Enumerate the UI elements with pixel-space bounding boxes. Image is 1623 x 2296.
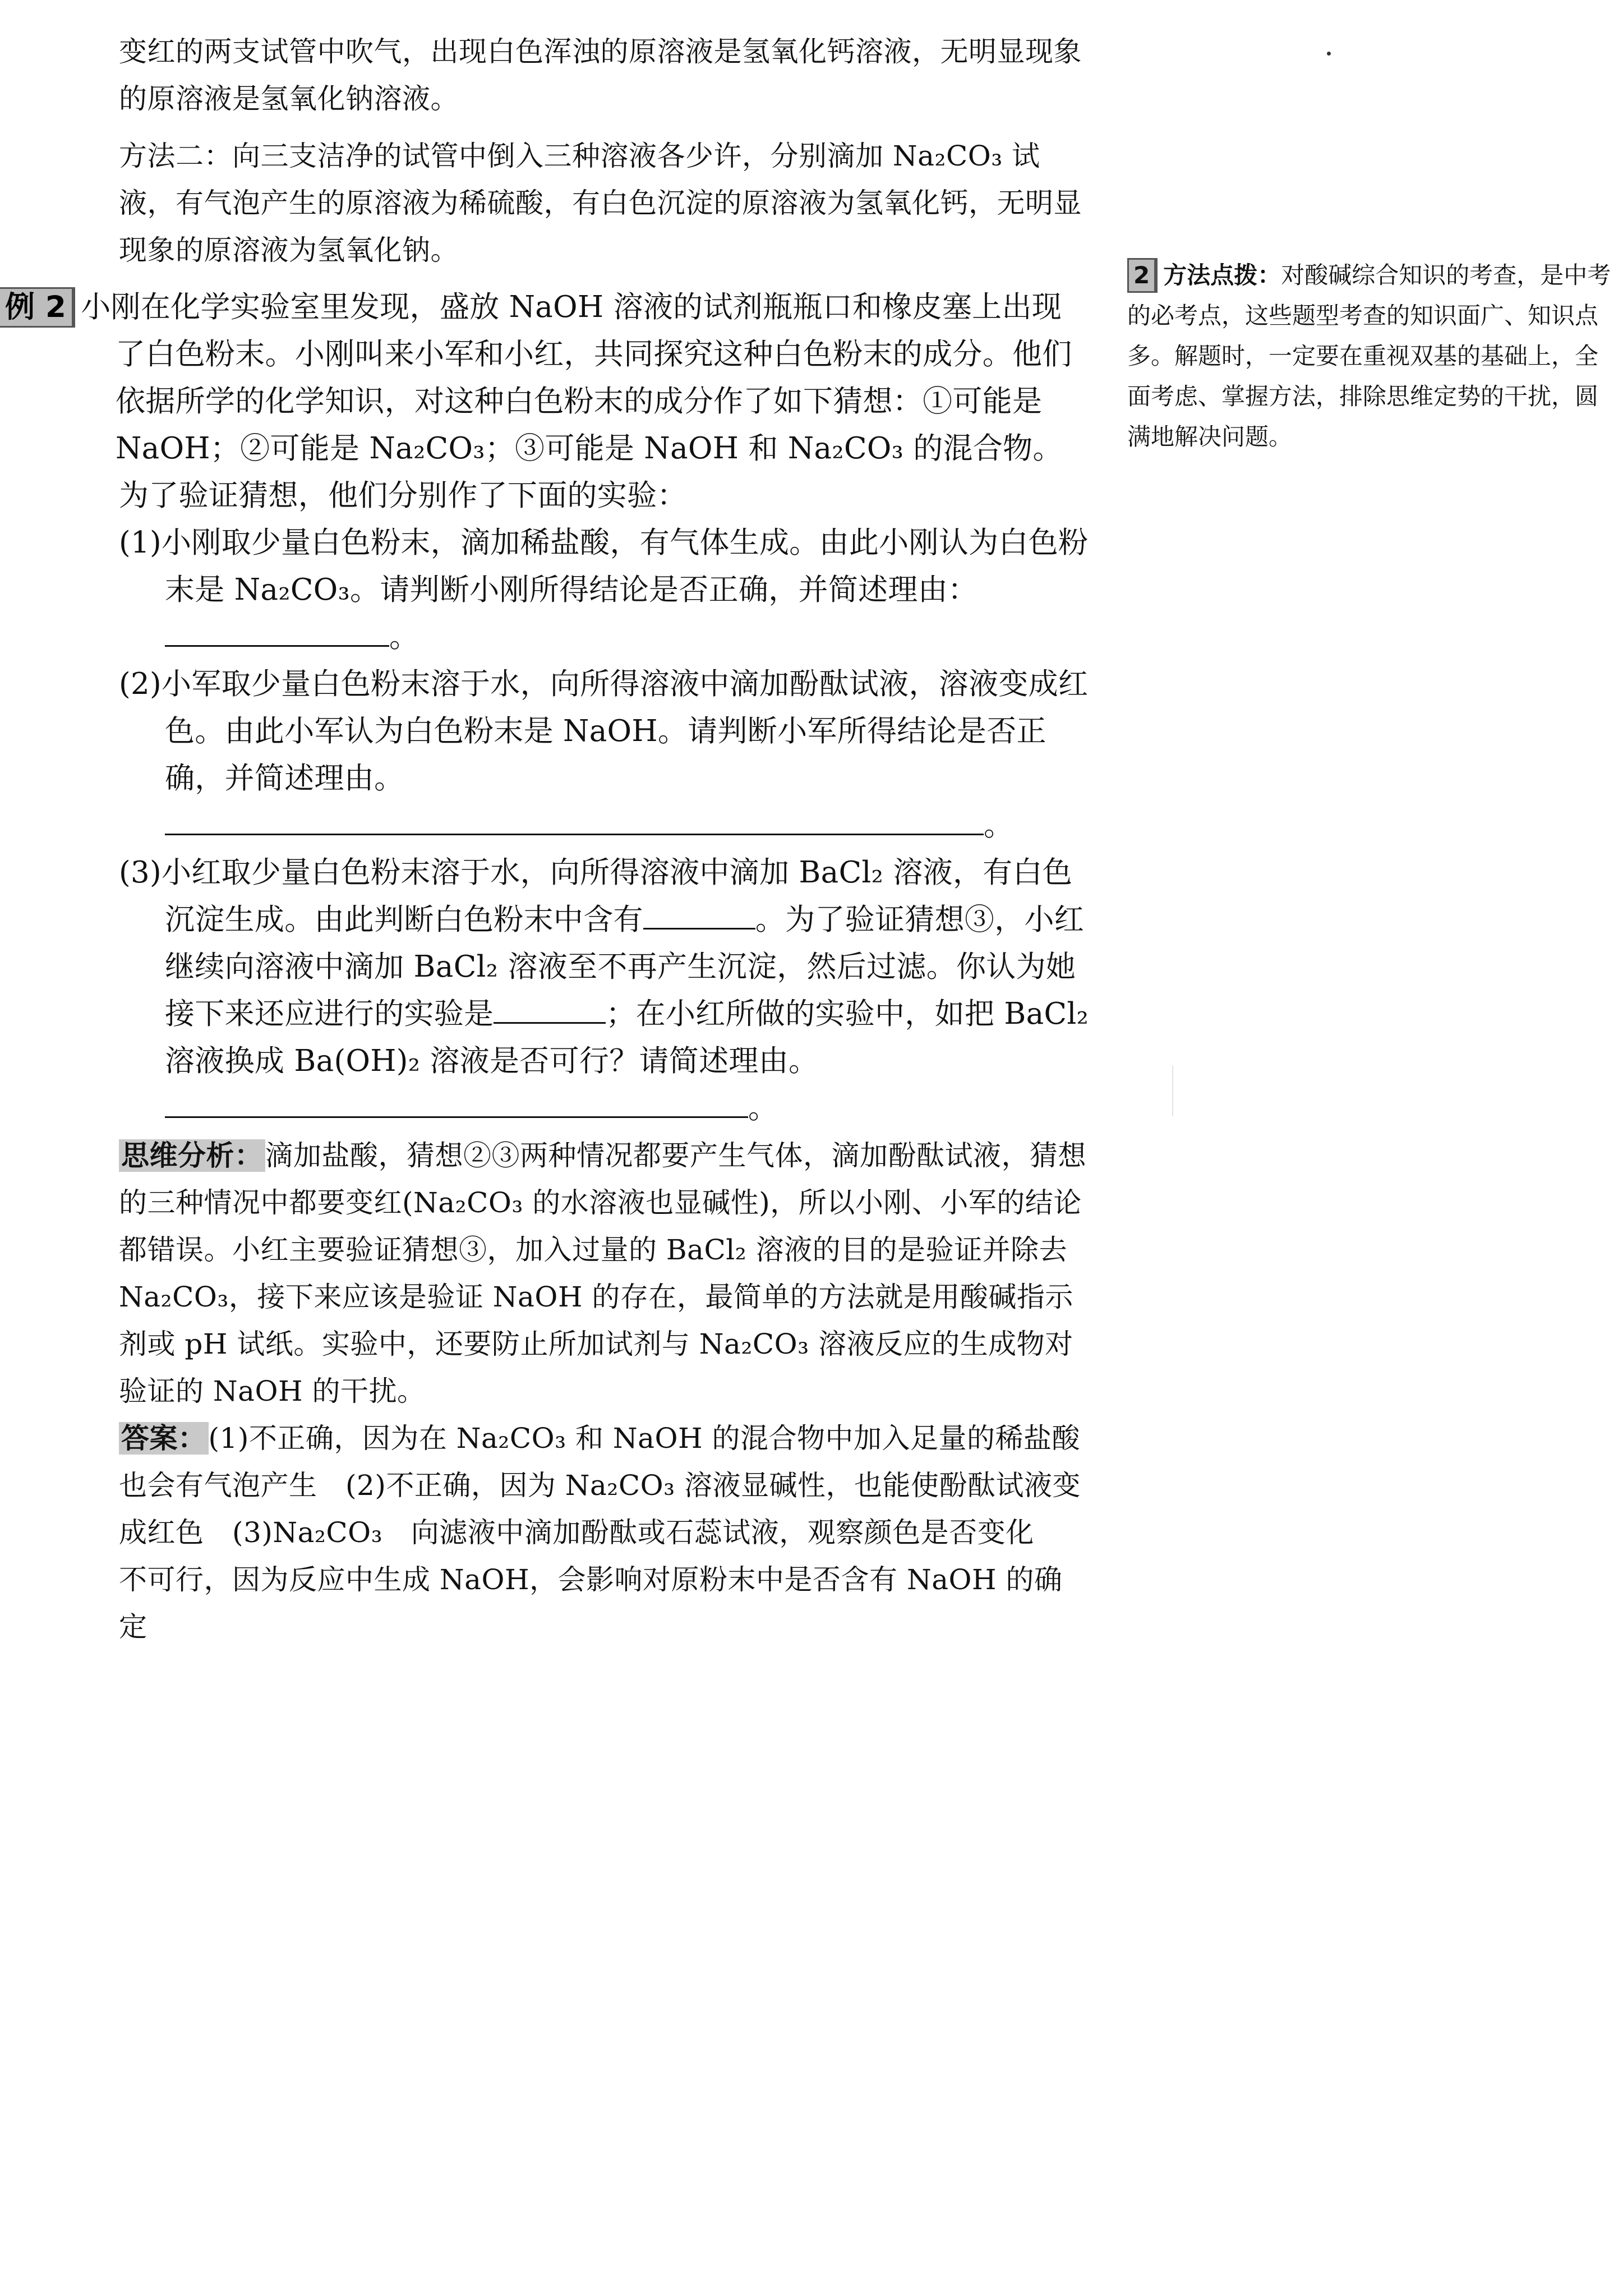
tip-number: 2 [1127, 258, 1158, 293]
question-3-text-c: ；在小红所做的实验中，如把 BaCl₂ 溶液换成 Ba(OH)₂ 溶液是否可行？请简述理由。 [165, 997, 1089, 1078]
main-column [5, 28, 1089, 1650]
method-tip [1127, 255, 1621, 457]
example-2 [5, 284, 1089, 1132]
example-tag: 例 2 [0, 287, 75, 328]
answer-blank-2[interactable] [165, 802, 984, 835]
question-2-end: 。 [984, 808, 1014, 843]
verify-line: 为了验证猜想，他们分别作了下面的实验： [119, 478, 687, 513]
answer-blank-1[interactable] [165, 614, 389, 647]
analysis-section [119, 1132, 1089, 1415]
answer-blank-3a[interactable] [643, 896, 755, 930]
answer-section [119, 1415, 1089, 1650]
tip-label: 方法点拨： [1163, 261, 1281, 289]
answer-blank-3c[interactable] [165, 1085, 748, 1118]
question-3-end: 。 [748, 1091, 778, 1125]
method-two: 方法二：向三支洁净的试管中倒入三种溶液各少许，分别滴加 Na₂CO₃ 试液，有气泡产生的原溶液为稀硫酸，有白色沉淀的原溶液为氢氧化钙，无明显现象的原溶液为氢氧化钠。 [119, 140, 1082, 266]
question-3-text-a: (3)小红取少量白色粉末溶于水，向所得溶液中滴加 BaCl₂ 溶液，有白色沉淀生成。由此判断白色粉末中含有 [119, 855, 1073, 937]
answer-blank-3b[interactable] [494, 991, 606, 1024]
analysis-label: 思维分析： [119, 1139, 265, 1172]
question-1 [119, 519, 1089, 661]
question-2-text: (2)小军取少量白色粉末溶于水，向所得溶液中滴加酚酞试液，溶液变成红色。由此小军认为白色粉末是 NaOH。请判断小军所得结论是否正确，并简述理由。 [119, 667, 1089, 795]
question-1-end: 。 [389, 620, 419, 654]
scan-mark [1172, 1066, 1173, 1116]
example-stem-text: 小刚在化学实验室里发现，盛放 NaOH 溶液的试剂瓶瓶口和橡皮塞上出现了白色粉末。小刚叫来小军和小红，共同探究这种白色粉末的成分。他们依据所学的化学知识，对这种白色粉末的成分作了如下猜想：①可能是 NaOH；②可能是 Na₂CO₃；③可能是 NaOH 和 Na₂CO₃ 的混合物。 [81, 290, 1072, 466]
question-3 [119, 849, 1089, 1132]
analysis-text: 滴加盐酸，猜想②③两种情况都要产生气体，滴加酚酞试液，猜想的三种情况中都要变红(Na₂CO₃ 的水溶液也显碱性)，所以小刚、小军的结论都错误。小红主要验证猜想③，加入过量的 BaCl₂ 溶液的目的是验证并除去 Na₂CO₃，接下来应该是验证 NaOH 的存在，最简单的方法就是用酸碱指示剂或 pH 试纸。实验中，还要防止所加试剂与 Na₂CO₃ 溶液反应的生成物对验证的 NaOH 的干扰。 [119, 1139, 1086, 1407]
question-3-text-b: 。为了验证猜想③，小红继续向溶液中滴加 BaCl₂ 溶液至不再产生沉淀，然后过滤。你认为她接下来还应进行的实验是 [165, 903, 1085, 1031]
example-stem [5, 284, 1086, 472]
question-2 [119, 661, 1089, 849]
answer-text: (1)不正确，因为在 Na₂CO₃ 和 NaOH 的混合物中加入足量的稀盐酸也会有气泡产生 (2)不正确，因为 Na₂CO₃ 溶液显碱性，也能使酚酞试液变成红色 (3)Na₂CO₃ 向滤液中滴加酚酞或石蕊试液，观察颜色是否变化 不可行，因为反应中生成 NaOH，会影响对原粉末中是否含有 NaOH 的确定 [119, 1422, 1081, 1643]
method-tip-sidebar [1127, 255, 1621, 457]
scan-dot [1327, 52, 1331, 56]
intro-line: 变红的两支试管中吹气，出现白色浑浊的原溶液是氢氧化钙溶液，无明显现象的原溶液是氢氧化钠溶液。 [119, 35, 1082, 115]
answer-label: 答案： [119, 1422, 209, 1455]
tip-text: 对酸碱综合知识的考查，是中考的必考点，这些题型考查的知识面广、知识点多。解题时，一定要在重视双基的基础上，全面考虑、掌握方法，排除思维定势的干扰，圆满地解决问题。 [1127, 261, 1611, 450]
question-1-text: (1)小刚取少量白色粉末，滴加稀盐酸，有气体生成。由此小刚认为白色粉末是 Na₂CO₃。请判断小刚所得结论是否正确，并简述理由： [119, 526, 1089, 607]
